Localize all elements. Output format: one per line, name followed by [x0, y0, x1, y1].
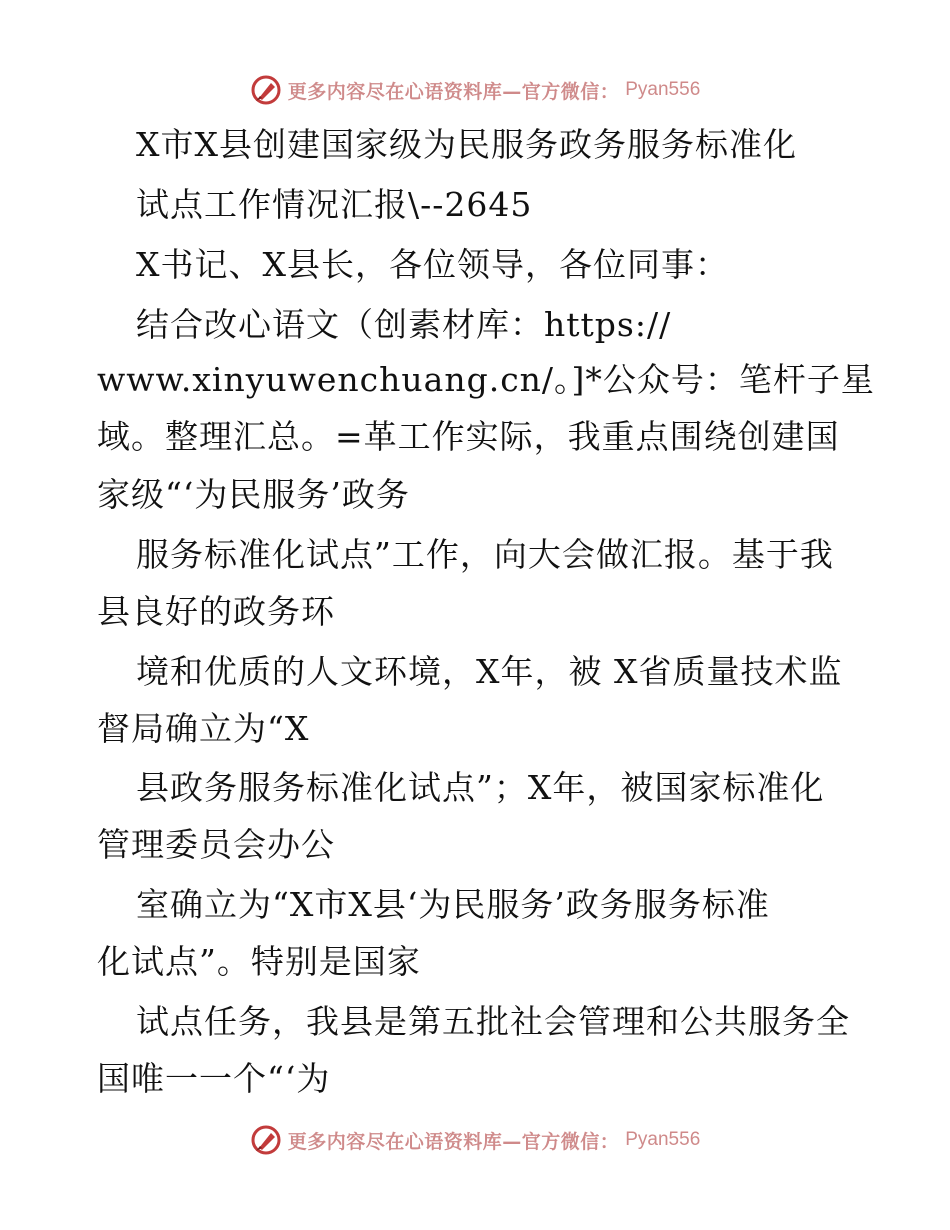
doc-paragraph-line: 域。整理汇总。=革工作实际，我重点围绕创建国 — [97, 417, 840, 456]
doc-paragraph-line: 境和优质的人文环境，X年，被 X省质量技术监 — [136, 652, 843, 691]
footer-wechat-id: Pyan556 — [625, 1129, 701, 1150]
doc-paragraph-line: 督局确立为“X — [97, 709, 310, 748]
pen-nib-logo-icon — [250, 74, 282, 106]
pen-nib-logo-icon — [250, 1124, 282, 1156]
doc-paragraph-line: 结合改心语文（创素材库：https:// — [136, 305, 672, 344]
doc-paragraph-line: 县政务服务标准化试点”；X年，被国家标准化 — [136, 768, 825, 807]
doc-paragraph-line: 室确立为“X市X县‘为民服务’政务服务标准 — [136, 885, 770, 924]
doc-paragraph-line: 国唯一一个“‘为 — [97, 1059, 331, 1098]
footer-banner — [0, 1120, 950, 1160]
doc-title-line-1: X市X县创建国家级为民服务政务服务标准化 — [136, 125, 797, 164]
doc-paragraph-line: www.xinyuwenchuang.cn/。]*公众号：笔杆子星 — [97, 360, 875, 399]
header-banner-text: 更多内容尽在心语资料库—官方微信： — [287, 80, 620, 103]
doc-paragraph-line: 县良好的政务环 — [97, 592, 335, 631]
doc-salutation: X书记、X县长，各位领导，各位同事： — [136, 245, 729, 284]
doc-paragraph-line: 化试点”。特别是国家 — [97, 942, 421, 981]
header-wechat-id: Pyan556 — [625, 79, 701, 100]
doc-paragraph-line: 试点任务，我县是第五批社会管理和公共服务全 — [136, 1002, 850, 1041]
doc-paragraph-line: 家级“‘为民服务’政务 — [97, 475, 410, 514]
doc-paragraph-line: 服务标准化试点”工作，向大会做汇报。基于我 — [136, 535, 834, 574]
footer-banner-text: 更多内容尽在心语资料库—官方微信： — [287, 1130, 620, 1153]
header-banner — [0, 70, 950, 110]
doc-title-line-2: 试点工作情况汇报\--2645 — [136, 185, 533, 224]
doc-paragraph-line: 管理委员会办公 — [97, 825, 335, 864]
